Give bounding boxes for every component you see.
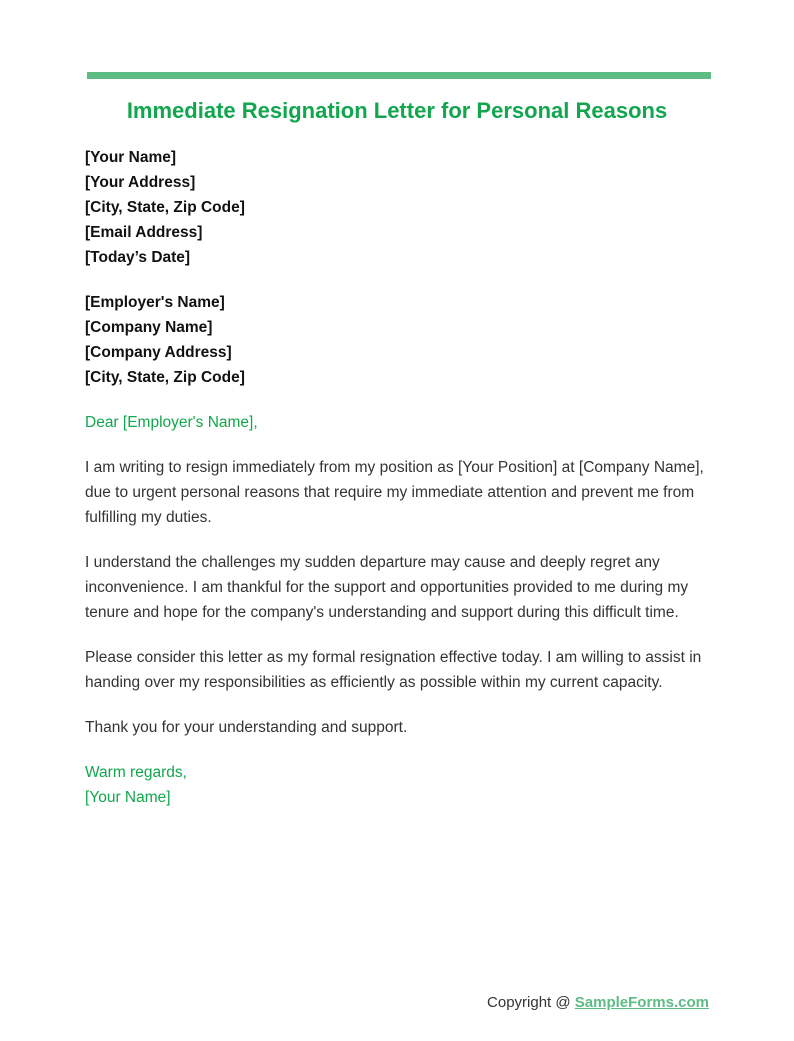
paragraph-formal-notice: Please consider this letter as my formal resignation effective today. I am willing to assist in handing over my responsibilities as efficiently as possible within my current capacity. [85,649,702,691]
paragraph-gratitude: I understand the challenges my sudden departure may cause and deeply regret any inconvenience. I am thankful for the support and opportunities provided to me during my tenure and hope for the company's understanding and support during this difficult time. [85,554,689,621]
valediction: Warm regards, [85,764,187,781]
recipient-name: [Employer's Name] [85,294,225,311]
sender-address [85,145,713,270]
recipient-city-state-zip: [City, State, Zip Code] [85,369,245,386]
page-title: Immediate Resignation Letter for Personal Reasons [126,98,668,123]
recipient-address [85,290,713,390]
signature-block [85,760,713,810]
recipient-company: [Company Name] [85,319,213,336]
paragraph-intro: I am writing to resign immediately from my position as [Your Position] at [Company Name], due to urgent personal reasons that require my immediate attention and prevent me from fulfilling my duties. [85,459,704,526]
sender-date: [Today’s Date] [85,249,191,266]
sender-name: [Your Name] [85,149,177,166]
brand-link[interactable]: SampleForms.com [574,994,709,1011]
copyright-prefix: Copyright @ [487,994,575,1011]
sender-city-state-zip: [City, State, Zip Code] [85,199,245,216]
paragraph-thanks: Thank you for your understanding and support. [85,719,408,736]
top-divider [87,72,711,79]
signature-name: [Your Name] [85,789,171,806]
recipient-company-address: [Company Address] [85,344,232,361]
sender-address-line: [Your Address] [85,174,196,191]
copyright-footer [487,994,709,1011]
salutation: Dear [Employer's Name], [85,414,258,431]
sender-email: [Email Address] [85,224,203,241]
letter-body [85,145,713,810]
